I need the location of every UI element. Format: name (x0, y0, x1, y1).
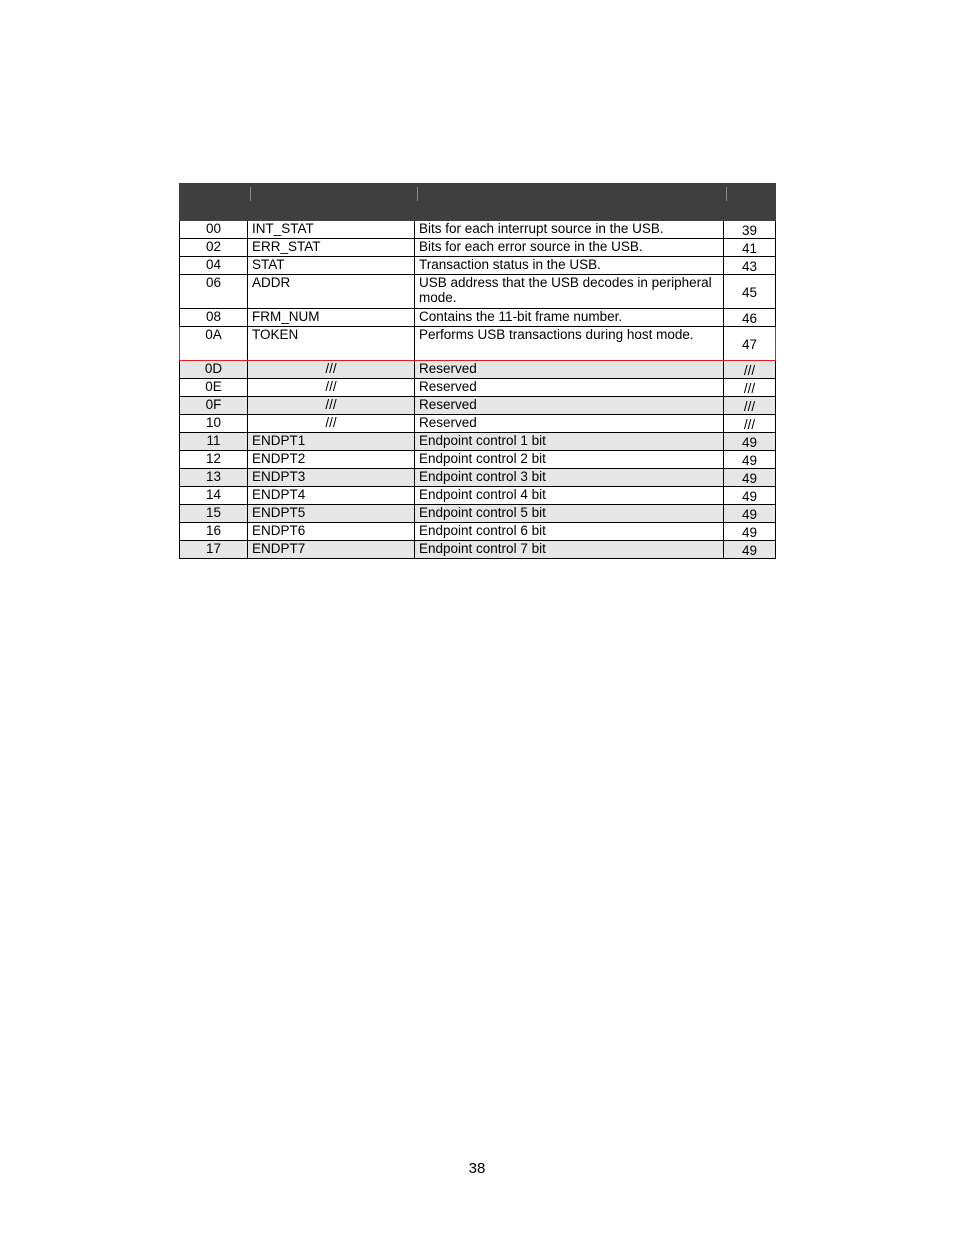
register-page: 45 (724, 275, 776, 309)
register-page: 39 (724, 221, 776, 239)
header-description (415, 184, 724, 221)
register-description: Endpoint control 4 bit (415, 487, 724, 505)
register-offset: 02 (180, 239, 248, 257)
register-description: Reserved (415, 379, 724, 397)
register-page: 49 (724, 433, 776, 451)
register-offset: 0E (180, 379, 248, 397)
table-header-row (180, 184, 776, 221)
register-description: Endpoint control 6 bit (415, 523, 724, 541)
register-page: 49 (724, 523, 776, 541)
register-name: /// (248, 379, 415, 397)
register-description: Endpoint control 7 bit (415, 541, 724, 559)
register-offset: 13 (180, 469, 248, 487)
register-name: ADDR (248, 275, 415, 309)
table-row (180, 309, 776, 327)
table-row (180, 397, 776, 415)
register-offset: 14 (180, 487, 248, 505)
register-description: Bits for each error source in the USB. (415, 239, 724, 257)
register-name: ENDPT3 (248, 469, 415, 487)
register-description: Endpoint control 3 bit (415, 469, 724, 487)
register-offset: 0A (180, 327, 248, 361)
register-page: 46 (724, 309, 776, 327)
table-row (180, 451, 776, 469)
page-number: 38 (468, 1160, 486, 1177)
register-name: ENDPT2 (248, 451, 415, 469)
table-row (180, 221, 776, 239)
table-row (180, 523, 776, 541)
table-row (180, 361, 776, 379)
table-row (180, 275, 776, 309)
register-description: Bits for each interrupt source in the USB. (415, 221, 724, 239)
register-offset: 17 (180, 541, 248, 559)
register-name: ENDPT1 (248, 433, 415, 451)
register-page: /// (724, 379, 776, 397)
register-page: 49 (724, 451, 776, 469)
register-page: 47 (724, 327, 776, 361)
register-offset: 10 (180, 415, 248, 433)
register-offset: 16 (180, 523, 248, 541)
register-description: Endpoint control 5 bit (415, 505, 724, 523)
register-description: Reserved (415, 415, 724, 433)
register-offset: 00 (180, 221, 248, 239)
register-page: /// (724, 397, 776, 415)
register-name: ENDPT7 (248, 541, 415, 559)
table-row (180, 239, 776, 257)
register-page: 49 (724, 541, 776, 559)
register-offset: 08 (180, 309, 248, 327)
register-name: ENDPT4 (248, 487, 415, 505)
table-row (180, 541, 776, 559)
register-offset: 12 (180, 451, 248, 469)
table-body (180, 221, 776, 559)
table-row (180, 379, 776, 397)
table-row (180, 433, 776, 451)
table-row (180, 487, 776, 505)
register-name: STAT (248, 257, 415, 275)
register-name: /// (248, 397, 415, 415)
header-offset (180, 184, 248, 221)
register-name: /// (248, 415, 415, 433)
register-offset: 0D (180, 361, 248, 379)
register-description: Reserved (415, 361, 724, 379)
table-row (180, 415, 776, 433)
register-description: Endpoint control 1 bit (415, 433, 724, 451)
register-page: 43 (724, 257, 776, 275)
register-offset: 11 (180, 433, 248, 451)
register-name: FRM_NUM (248, 309, 415, 327)
register-page: 49 (724, 505, 776, 523)
table-row (180, 327, 776, 361)
register-offset: 15 (180, 505, 248, 523)
register-description: USB address that the USB decodes in peripheral mode. (415, 275, 724, 309)
register-description: Performs USB transactions during host mode. (415, 327, 724, 361)
register-offset: 06 (180, 275, 248, 309)
register-name: INT_STAT (248, 221, 415, 239)
table-row (180, 505, 776, 523)
register-description: Transaction status in the USB. (415, 257, 724, 275)
register-name: /// (248, 361, 415, 379)
header-name (248, 184, 415, 221)
register-name: ENDPT6 (248, 523, 415, 541)
register-name: ENDPT5 (248, 505, 415, 523)
table-row (180, 469, 776, 487)
register-offset: 04 (180, 257, 248, 275)
table-row (180, 257, 776, 275)
register-description: Contains the 11-bit frame number. (415, 309, 724, 327)
register-offset: 0F (180, 397, 248, 415)
register-page: 41 (724, 239, 776, 257)
header-page (724, 184, 776, 221)
register-description: Reserved (415, 397, 724, 415)
register-description: Endpoint control 2 bit (415, 451, 724, 469)
register-name: ERR_STAT (248, 239, 415, 257)
register-table (179, 183, 776, 559)
register-page: /// (724, 361, 776, 379)
register-page: 49 (724, 487, 776, 505)
register-page: 49 (724, 469, 776, 487)
register-name: TOKEN (248, 327, 415, 361)
register-page: /// (724, 415, 776, 433)
